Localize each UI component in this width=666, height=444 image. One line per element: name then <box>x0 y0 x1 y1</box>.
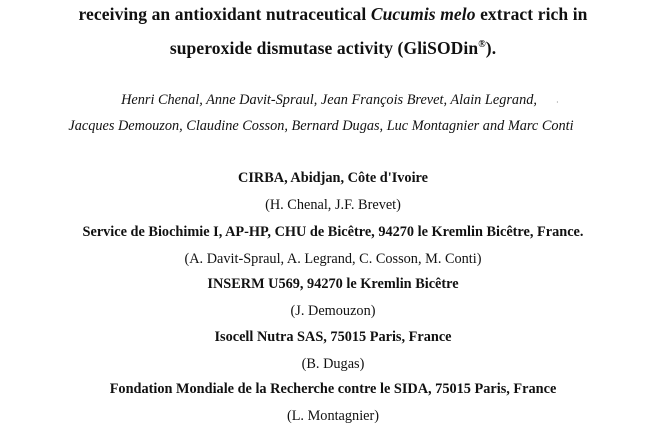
title-line-2 <box>0 38 666 59</box>
affiliation-4-institution: Isocell Nutra SAS, 75015 Paris, France <box>214 329 452 345</box>
authors-line-2: Jacques Demouzon, Claudine Cosson, Bernard Dugas, Luc Montagnier and Marc Conti <box>68 118 574 134</box>
affiliation-3-members: (J. Demouzon) <box>290 303 376 319</box>
authors-line-1: Henri Chenal, Anne Davit-Spraul, Jean François Brevet, Alain Legrand, <box>121 92 537 108</box>
title-species-name: Cucumis melo <box>370 4 476 24</box>
title-line-1 <box>0 4 666 25</box>
affiliation-3-institution: INSERM U569, 94270 le Kremlin Bicêtre <box>207 276 459 292</box>
registered-mark: ® <box>478 39 486 50</box>
title-line-2-prefix: superoxide dismutase activity (GliSODin <box>169 38 479 58</box>
scan-artifact-dot: · <box>556 98 559 107</box>
affiliation-5-institution: Fondation Mondiale de la Recherche contre le SIDA, 75015 Paris, France <box>109 381 557 397</box>
affiliation-4-members: (B. Dugas) <box>301 356 365 372</box>
title-line-2-suffix: ). <box>485 38 497 58</box>
affiliation-2-institution: Service de Biochimie I, AP-HP, CHU de Bicêtre, 94270 le Kremlin Bicêtre, France. <box>82 224 584 240</box>
affiliation-1-members: (H. Chenal, J.F. Brevet) <box>265 197 401 213</box>
affiliation-2-members: (A. Davit-Spraul, A. Legrand, C. Cosson, M. Conti) <box>184 251 482 267</box>
title-line-1-prefix: receiving an antioxidant nutraceutical <box>78 4 371 24</box>
title-line-1-suffix: extract rich in <box>475 4 588 24</box>
affiliation-5-members: (L. Montagnier) <box>286 408 380 424</box>
affiliation-1-institution: CIRBA, Abidjan, Côte d'Ivoire <box>238 170 428 186</box>
